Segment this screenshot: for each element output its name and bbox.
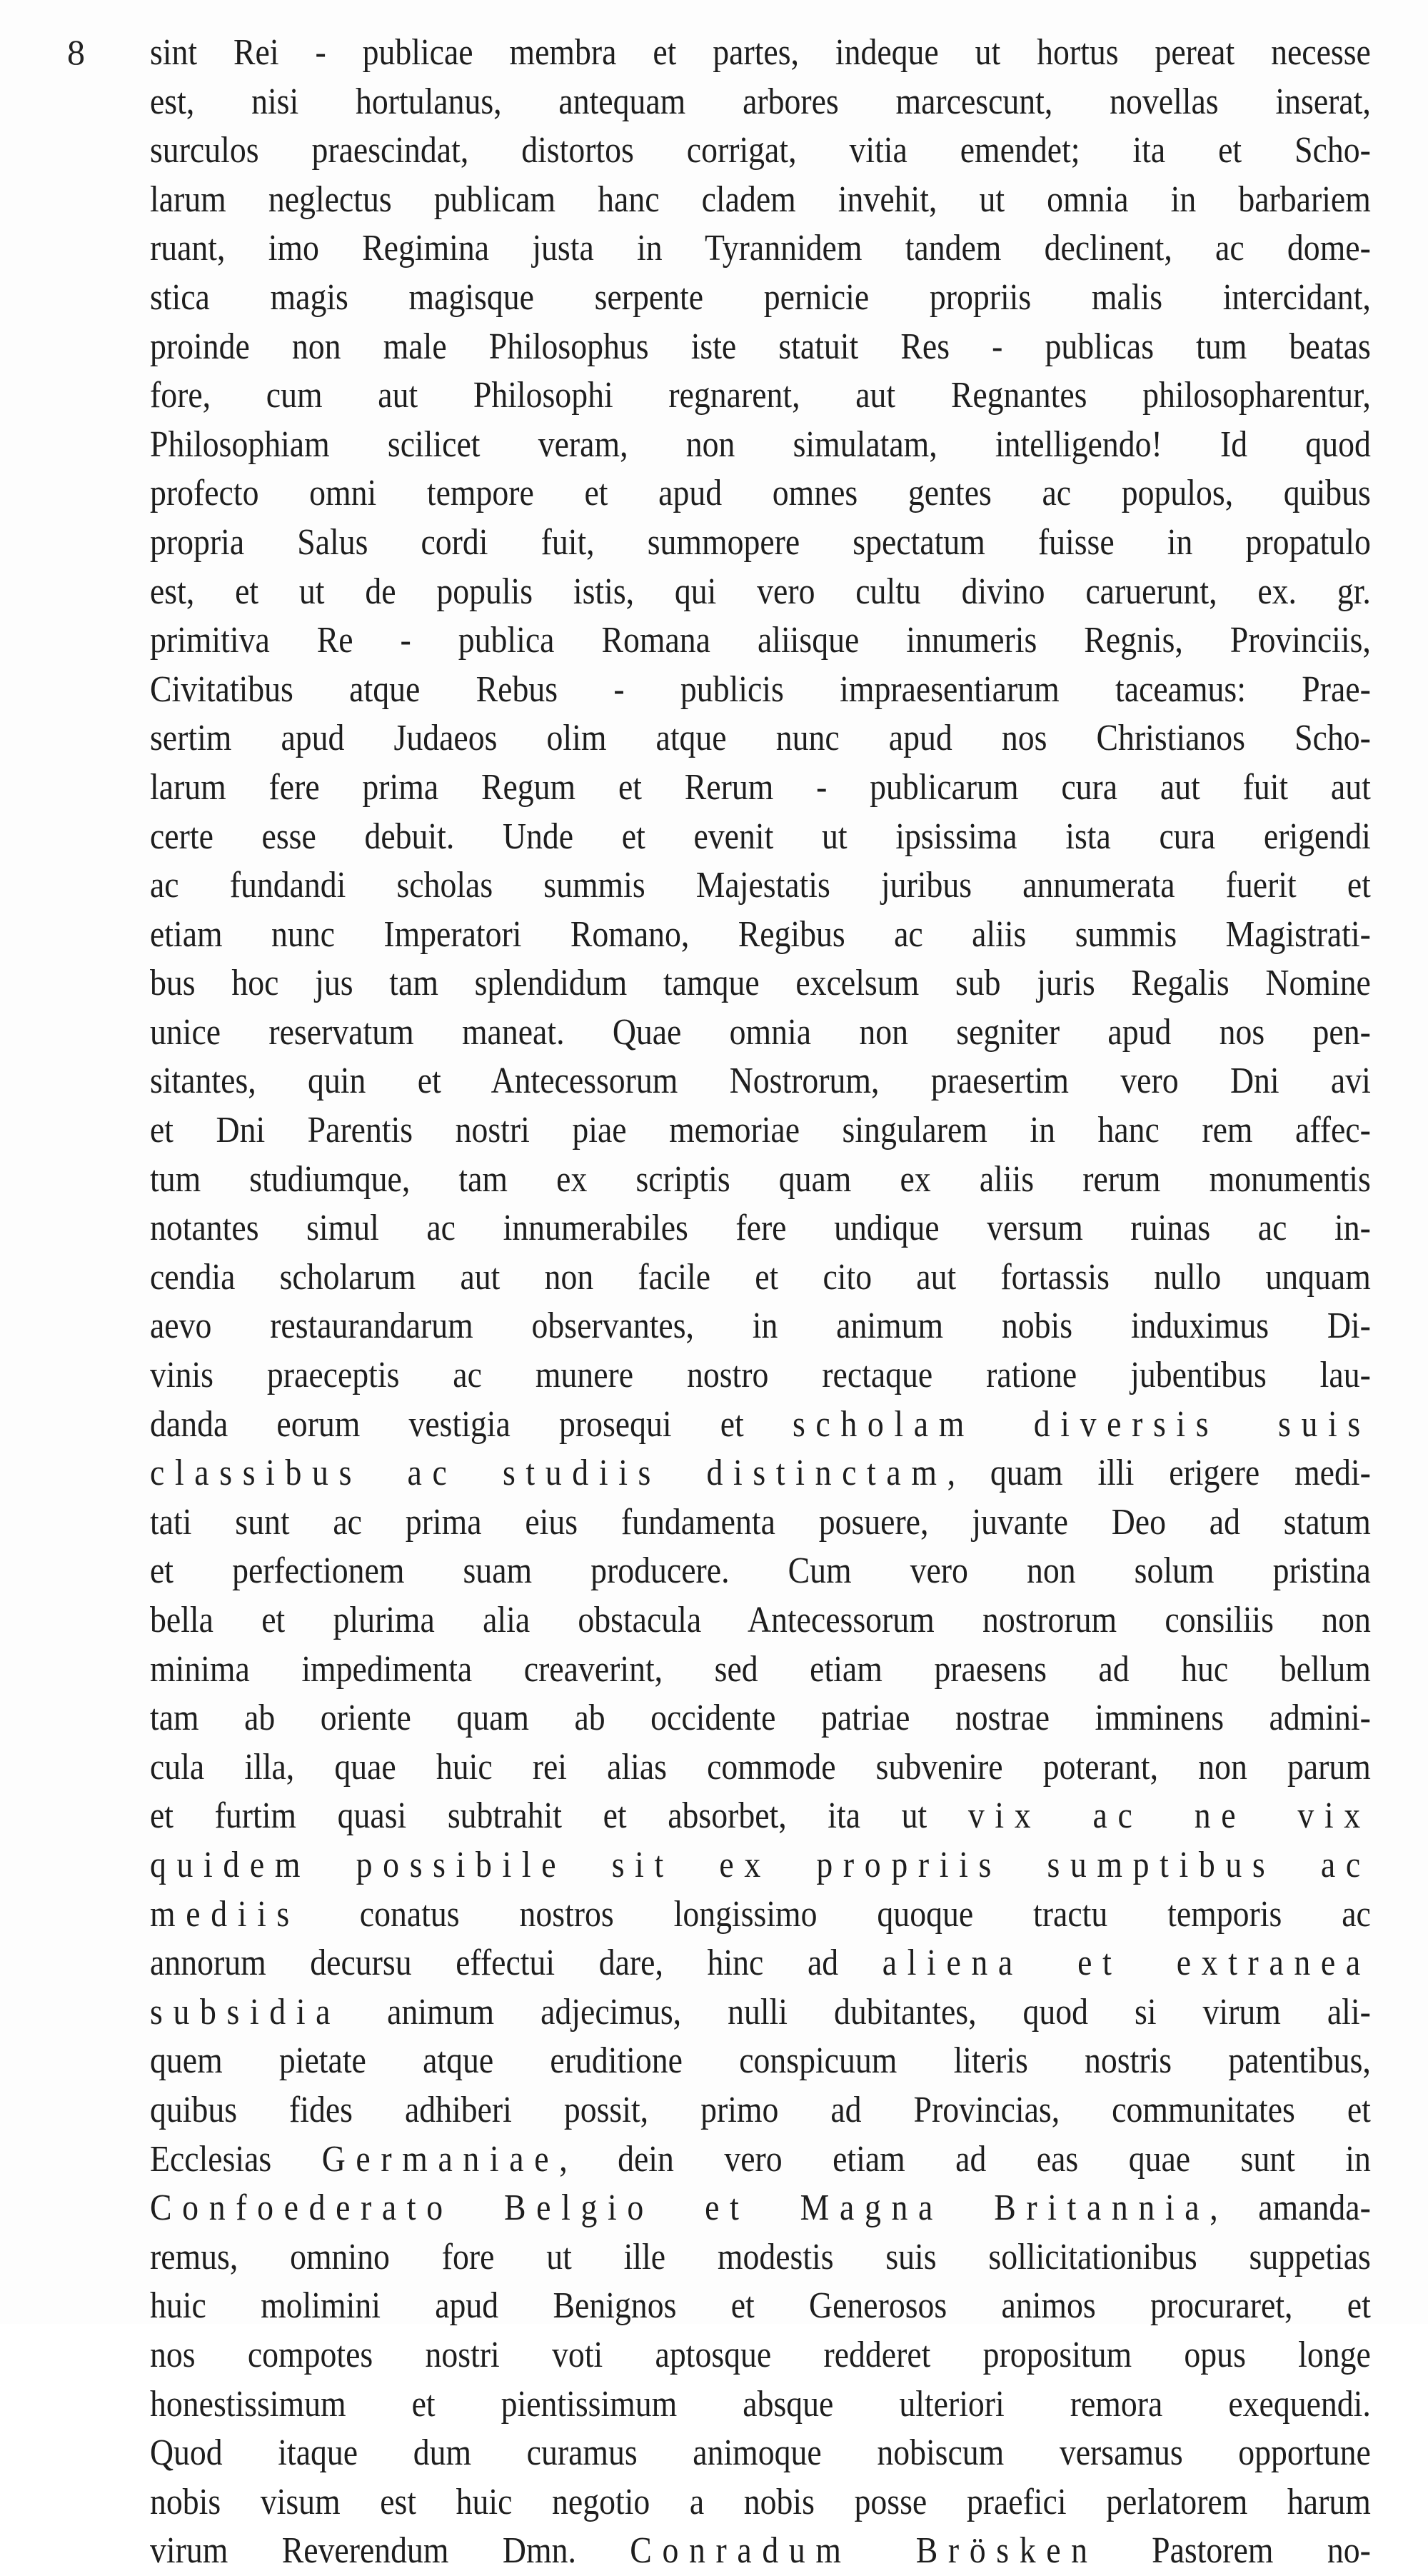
text-line	[150, 2331, 1371, 2380]
text-segment: surculos praescindat, distortos corrigat, vitia emendet; ita et Scho-	[150, 130, 1371, 171]
text-line	[150, 1106, 1371, 1156]
text-segment: tum studiumque, tam ex scriptis quam ex aliis rerum monumentis	[150, 1158, 1371, 1200]
text-line	[150, 1156, 1371, 1205]
body-text	[150, 29, 1371, 2576]
text-line	[150, 1841, 1371, 1890]
text-segment: etiam nunc Imperatori Romano, Regibus ac aliis summis Magistrati-	[150, 913, 1371, 955]
text-segment: quem pietate atque eruditione conspicuum literis nostris patentibus,	[150, 2040, 1371, 2082]
emphasized-text: vix ac ne vix	[967, 1795, 1371, 1837]
text-segment: danda eorum vestigia prosequi et	[150, 1403, 793, 1445]
text-line	[150, 1204, 1371, 1253]
emphasized-text: scholam diversis suis	[792, 1403, 1371, 1445]
text-segment: tati sunt ac prima eius fundamenta posuere, juvante Deo ad statum	[150, 1501, 1371, 1543]
text-line	[150, 813, 1371, 862]
text-segment: sitantes, quin et Antecessorum Nostrorum, praesertim vero Dni avi	[150, 1061, 1371, 1102]
emphasized-text: subsidia	[150, 1991, 341, 2033]
text-line	[150, 2380, 1371, 2430]
text-line	[150, 176, 1371, 225]
text-line	[150, 126, 1371, 176]
text-segment: certe esse debuit. Unde et evenit ut ipsissima ista cura erigendi	[150, 816, 1371, 857]
text-segment: tam ab oriente quam ab occidente patriae nostrae imminens admini-	[150, 1698, 1371, 1739]
text-line	[150, 1253, 1371, 1303]
text-line	[150, 2527, 1371, 2576]
text-segment: bus hoc jus tam splendidum tamque excelsum sub juris Regalis Nomine	[150, 963, 1371, 1004]
text-segment: est, nisi hortulanus, antequam arbores marcescunt, novellas inserat,	[150, 81, 1371, 122]
page-number: 8	[67, 32, 85, 72]
text-line	[150, 1939, 1371, 1988]
text-segment: aevo restaurandarum observantes, in animum nobis induximus Di-	[150, 1305, 1371, 1347]
text-line	[150, 911, 1371, 960]
text-segment: larum neglectus publicam hanc cladem invehit, ut omnia in barbariem	[150, 179, 1371, 220]
text-segment: nos compotes nostri voti aptosque redderet propositum opus longe	[150, 2334, 1371, 2375]
emphasized-text: quidem possibile sit ex propriis sumptibus ac	[150, 1844, 1371, 1885]
text-line	[150, 224, 1371, 274]
text-line	[150, 1547, 1371, 1596]
text-segment: virum Reverendum Dmn.	[150, 2530, 630, 2572]
text-segment: ruant, imo Regimina justa in Tyrannidem tandem declinent, ac dome-	[150, 228, 1371, 269]
text-segment: , amanda-	[1210, 2187, 1371, 2229]
text-segment: sertim apud Judaeos olim atque nunc apud nos Christianos Scho-	[150, 718, 1371, 759]
text-segment: remus, omnino fore ut ille modestis suis sollicitationibus suppetias	[150, 2236, 1371, 2277]
emphasized-text: classibus ac studiis distinctam	[150, 1453, 947, 1494]
text-line	[150, 323, 1371, 372]
text-segment: , quam illi erigere medi-	[947, 1453, 1371, 1494]
text-segment: Ecclesias	[150, 2138, 322, 2180]
text-segment: sint Rei - publicae membra et partes, indeque ut hortus pereat necesse	[150, 32, 1371, 73]
text-segment: profecto omni tempore et apud omnes gentes ac populos, quibus	[150, 473, 1371, 514]
text-segment: minima impedimenta creaverint, sed etiam praesens ad huc bellum	[150, 1648, 1371, 1690]
emphasized-text: Conradum Brösken	[630, 2530, 1098, 2572]
text-segment: unice reservatum maneat. Quae omnia non segniter apud nos pen-	[150, 1011, 1371, 1053]
text-segment: bella et plurima alia obstacula Antecessorum nostrorum consiliis non	[150, 1600, 1371, 1640]
text-line	[150, 1645, 1371, 1695]
emphasized-text: mediis	[150, 1893, 300, 1935]
text-segment: ac fundandi scholas summis Majestatis juribus annumerata fuerit et	[150, 865, 1371, 906]
text-line	[150, 1792, 1371, 1841]
text-line	[150, 2135, 1371, 2185]
text-segment: et furtim quasi subtrahit et absorbet, ita ut	[150, 1795, 968, 1837]
text-segment: , dein vero etiam ad eas quae sunt in	[559, 2138, 1371, 2180]
text-segment: et perfectionem suam producere. Cum vero non solum pristina	[150, 1550, 1371, 1592]
text-line	[150, 1008, 1371, 1058]
text-segment: Pastorem no-	[1097, 2530, 1371, 2572]
text-segment: fore, cum aut Philosophi regnarent, aut Regnantes philosopharentur,	[150, 375, 1371, 416]
text-line	[150, 2037, 1371, 2086]
text-line	[150, 1988, 1371, 2038]
text-line	[150, 421, 1371, 470]
text-line	[150, 1057, 1371, 1106]
text-line	[150, 1743, 1371, 1793]
text-segment: proinde non male Philosophus iste statuit Res - publicas tum beatas	[150, 326, 1371, 367]
text-segment: larum fere prima Regum et Rerum - publicarum cura aut fuit aut	[150, 766, 1371, 808]
text-line	[150, 1351, 1371, 1400]
text-segment: huic molimini apud Benignos et Generosos animos procuraret, et	[150, 2285, 1371, 2327]
emphasized-text: Germaniae	[321, 2138, 560, 2180]
emphasized-text: aliena et extranea	[882, 1943, 1371, 1984]
text-segment: est, et ut de populis istis, qui vero cultu divino caruerunt, ex. gr.	[150, 571, 1371, 612]
text-line	[150, 1890, 1371, 1940]
text-segment: honestissimum et pientissimum absque ulteriori remora exequendi.	[150, 2383, 1371, 2425]
text-line	[150, 568, 1371, 617]
text-line	[150, 1449, 1371, 1498]
text-segment: cendia scholarum aut non facile et cito aut fortassis nullo unquam	[150, 1256, 1371, 1298]
text-segment: et Dni Parentis nostri piae memoriae singularem in hanc rem affec-	[150, 1110, 1371, 1151]
text-line	[150, 666, 1371, 715]
text-line	[150, 1302, 1371, 1351]
text-line	[150, 763, 1371, 813]
text-segment: vinis praeceptis ac munere nostro rectaque ratione jubentibus lau-	[150, 1355, 1371, 1396]
text-line	[150, 78, 1371, 127]
text-line	[150, 1694, 1371, 1743]
text-segment: cula illa, quae huic rei alias commode subvenire poterant, non parum	[150, 1746, 1371, 1788]
text-line	[150, 2184, 1371, 2233]
text-segment: Philosophiam scilicet veram, non simulatam, intelligendo! Id quod	[150, 424, 1371, 465]
text-segment: nobis visum est huic negotio a nobis posse praefici perlatorem harum	[150, 2481, 1371, 2522]
text-segment: quibus fides adhiberi possit, primo ad Provincias, communitates et	[150, 2089, 1371, 2130]
text-segment: propria Salus cordi fuit, summopere spectatum fuisse in propatulo	[150, 521, 1371, 563]
text-line	[150, 1498, 1371, 1548]
text-line	[150, 1596, 1371, 1645]
text-segment: primitiva Re - publica Romana aliisque innumeris Regnis, Provinciis,	[150, 620, 1371, 661]
emphasized-text: Confoederato Belgio et Magna Britannia	[150, 2187, 1210, 2229]
text-line	[150, 959, 1371, 1008]
text-line	[150, 2086, 1371, 2135]
text-line	[150, 2429, 1371, 2478]
text-segment: Civitatibus atque Rebus - publicis impraesentiarum taceamus: Prae-	[150, 668, 1371, 710]
text-line	[150, 714, 1371, 763]
text-line	[150, 274, 1371, 323]
text-line	[150, 371, 1371, 421]
text-line	[150, 1400, 1371, 1450]
text-segment: animum adjecimus, nulli dubitantes, quod si virum ali-	[341, 1991, 1371, 2033]
text-segment: conatus nostros longissimo quoque tractu temporis ac	[299, 1893, 1371, 1935]
text-segment: Quod itaque dum curamus animoque nobiscum versamus opportune	[150, 2432, 1371, 2474]
text-line	[150, 2478, 1371, 2527]
text-line	[150, 29, 1371, 78]
text-segment: notantes simul ac innumerabiles fere undique versum ruinas ac in-	[150, 1208, 1371, 1249]
text-line	[150, 616, 1371, 666]
text-segment: annorum decursu effectui dare, hinc ad	[150, 1943, 883, 1984]
text-line	[150, 861, 1371, 911]
text-line	[150, 469, 1371, 518]
text-line	[150, 2233, 1371, 2282]
text-line	[150, 518, 1371, 568]
text-segment: stica magis magisque serpente pernicie propriis malis intercidant,	[150, 276, 1371, 318]
